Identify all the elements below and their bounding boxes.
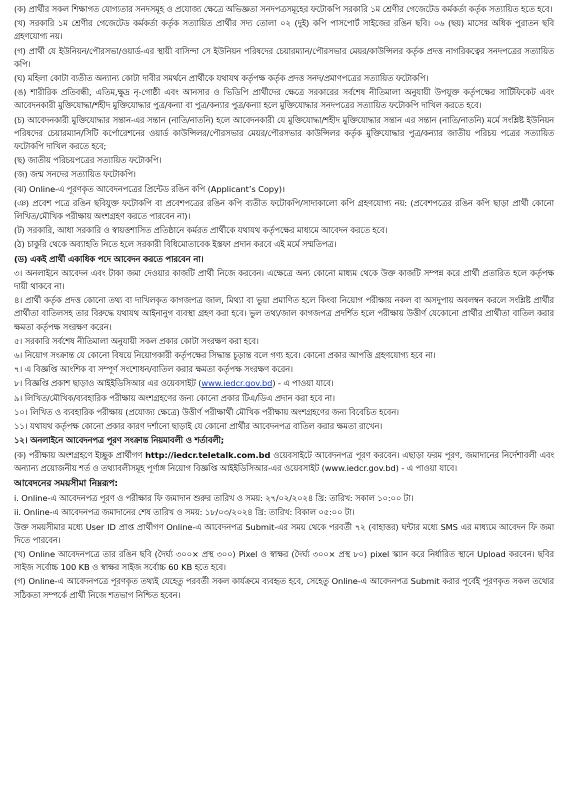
list-item: (ঙ) শারীরিক প্রতিবন্ধী, এতিম,ক্ষুদ্র নৃ-গোষ্ঠী এবং আনসার ও ভিডিপি প্রার্থীদের ক্ষেত্রে সরকারের সর্বশেষ নীতিমালা অনুযায়ী উপযুক্ত কর্তৃপক্ষের সার্টিফিকেট এবং আবেদনকারী মুক্তিযোদ্ধা/শহীদ মুক্তিযোদ্ধার পুত্র/কন্যা বা পুত্র/কন্যার পুত্র/কন্যা হলে মুক্তিযোদ্ধার সনদপত্রের সত্যায়িত ফটোকপি দাখিল করতে হবে। [14,87,554,111]
item8-pre: ৮। বিজ্ঞপ্তি প্রকাশ ছাড়াও আইইডিসিআর এর ওয়েবসাইট ( [14,378,202,389]
list-item: (ক) প্রার্থীর সকল শিক্ষাগত যোগ্যতার সনদসমূহ ও প্রযোজ্য ক্ষেত্রে অভিজ্ঞতা সনদপত্রসমূহের ফটোকপি সরকারি ১ম শ্রেণীর গেজেটেড কর্মকর্তা কর্তৃক সত্যায়িত হতে হবে। [14,4,553,14]
condition-item: ৭। এ বিজ্ঞপ্তি আংশিক বা সম্পূর্ণ সংশোধন/বাতিল করার ক্ষমতা কর্তৃপক্ষ সংরক্ষণ করেন। [14,364,293,375]
iedcr-website-link[interactable]: www.iedcr.gov.bd [201,378,273,389]
single-post-notice: (ড) একই প্রার্থী একাধিক পদে আবেদন করতে পারবেন না। [14,253,204,264]
schedule-item: i. Online-এ আবেদনপত্র পূরণ ও পরীক্ষার ফি জমাদান শুরুর তারিখ ও সময়: ২৭/০২/২০২৪ খ্রি: তারিখ: সকাল ১০:০০ টা। [14,493,414,504]
online-application-instructions [14,449,554,475]
schedule-title: আবেদনের সময়সীমা নিম্নরূপ: [14,478,118,489]
list-item: (গ) প্রার্থী যে ইউনিয়ন/পৌরসভা/ওয়ার্ড-এর স্থায়ী বাসিন্দা সে ইউনিয়ন পরিষদের চেয়ারম্যান/পৌরসভার মেয়র/কাউন্সিলর কর্তৃক প্রদত্ত নাগরিকত্বের সনদপত্রের সত্যায়িত কপি। [14,45,554,69]
condition-item: ৯। লিখিত/মৌখিক/ব্যবহারিক পরীক্ষায় অংশগ্রহণের জন্য কোনো প্রকার টিএ/ডিএ প্রদান করা হবে না। [14,392,335,403]
teletalk-link[interactable]: http://iedcr.teletalk.com.bd [145,449,271,460]
item8-post: ) - এ পাওয়া যাবে। [272,378,334,389]
upload-instructions: (খ) Online আবেদনপত্রে তার রঙিন ছবি (দৈর্ঘ্য ৩০০× প্রস্থ ৩০০) Pixel ও স্বাক্ষর (দৈর্ঘ্য ৩০০× প্রস্থ ৮০) pixel স্ক্যান করে নির্ধারিত স্থানে Upload করবেন। ছবির সাইজ সর্বোচ্চ 100 KB ও স্বাক্ষর সাইজ সর্বোচ্চ 60 KB হতে হবে। [14,548,554,573]
condition-item: ১১। যথাযথ কর্তৃপক্ষ কোনো প্রকার কারণ দর্শানো ছাড়াই যে কোনো প্রার্থীর আবেদনপত্র বাতিল করার ক্ষমতা রাখেন। [14,421,383,432]
list-item: (খ) সরকারি ১ম শ্রেণীর গেজেটেড কর্মকর্তা কর্তৃক সত্যায়িত প্রার্থীর সদ্য তোলা ০২ (দুই) কপি পাসপোর্ট সাইজের রঙিন ছবি। ০৬ (ছয়) মাসের অধিক পুরাতন ছবি গ্রহণযোগ্য নয়। [14,18,554,42]
list-item: (ঠ) চাকুরি থেকে অব্যাহতি নিতে হলে সরকারী বিধিমোতাবেক ইস্তফা প্রদান করবে এই মর্মে সম্মতিপত্র। [14,239,337,250]
numbered-conditions [14,267,554,433]
list-item: (ঞ) প্রবেশ পত্রে রঙিন ছবিযুক্ত ফটোকপি বা প্রবেশপত্রের রঙিন কপি ব্যতীত ফটোকপি/সাদাকালো কপি গ্রহণযোগ্য নয়: (প্রবেশপত্রের রঙিন কপি ছাড়া প্রার্থী কোনো লিখিত/মৌখিক পরীক্ষায় অংশগ্রহণ করতে পারবেন না)। [14,197,554,222]
condition-item: ৬। নিয়োগ সংক্রান্ত যে কোনো বিষয়ে নিয়োগকারী কর্তৃপক্ষের সিদ্ধান্ত চূড়ান্ত বলে গণ্য হবে। কোনো প্রকার আপত্তি গ্রহণযোগ্য হবে না। [14,350,436,361]
list-item: (ঝ) Online-এ পূরণকৃত আবেদনপত্রের প্রিন্টেড রঙিন কপি (Applicant’s Copy)। [14,183,285,194]
schedule-note: উক্ত সময়সীমার মধ্যে User ID প্রাপ্ত প্রার্থীগণ Online-এ আবেদনপত্র Submit-এর সময় থেকে পরবর্তী ৭২ (বাহাত্তর) ঘন্টার মধ্যে SMS এর মাধ্যমে আবেদন ফি জমা দিতে পারবেন। [14,521,554,545]
item12k-pre: (ক) পরীক্ষায় অংশগ্রহণে ইচ্ছুক প্রার্থীগণ [14,449,146,460]
condition-item-website [14,377,554,390]
schedule-item: ii. Online-এ আবেদনপত্র জমাদানের শেষ তারিখ ও সময়: ১৮/০৩/২০২৪ খ্রি: তারিখ: বিকাল ০৫:০০ টা। [14,507,355,518]
list-item: (জ) জন্ম সনদের সত্যায়িত ফটোকপি। [14,169,136,180]
condition-item: ১০। লিখিত ও ব্যবহারিক পরীক্ষায় (প্রযোজ্য ক্ষেত্রে) উত্তীর্ণ পরীক্ষার্থী মৌখিক পরীক্ষায় অংশগ্রহণের জন্য বিবেচিত হবেন। [14,406,399,417]
list-item: (ট) সরকারি, আধা সরকারি ও স্বায়ত্তশাসিত প্রতিষ্ঠানে কর্মরত প্রার্থীকে যথাযথ কর্তৃপক্ষের মাধ্যমে আবেদন করতে হবে। [14,225,388,236]
item12k-post: ওয়েবসাইটে আবেদনপত্র পূরণ করবেন। এছাড়া ফরম পূরণ, জমাদানের নির্দেশাবলী এবং অন্যান্য প্রয়োজনীয় শর্ত ও তথ্যাবলীসমূহ পূর্ণাঙ্গ নিয়োগ বিজ্ঞপ্তি আইইডিসিআর-এর ওয়েবসাইট (www.iedcr.gov.bd) - এ পাওয়া যাবে। [14,449,554,473]
condition-item: ৩। অনলাইনে আবেদন এবং টাকা জমা দেওয়ার কাজটি প্রার্থী নিজে করবেন। এক্ষেত্রে অন্য কোনো মাধ্যম থেকে উক্ত কাজটি সম্পন্ন করে প্রার্থী প্রতারিত হলে কর্তৃপক্ষ দায়ী থাকবে না। [14,267,554,292]
verification-instructions: (গ) Online-এ আবেদনপত্রে পূরণকৃত তথ্যই যেহেতু পরবর্তী সকল কার্যক্রমে ব্যবহৃত হবে, সেহেতু Online-এ আবেদনপত্র Submit করার পূর্বেই পূরণকৃত সকল তথ্যের সঠিকতা সম্পর্কে প্রার্থী নিজে শতভাগ নিশ্চিত হবেন। [14,576,554,600]
requirements-list [14,3,554,266]
condition-item: ৪। প্রার্থী কর্তৃক প্রদত্ত কোনো তথ্য বা দাখিলকৃত কাগজপত্র জাল, মিথ্যা বা ভুয়া প্রমাণিত হলে কিংবা নিয়োগ পরীক্ষায় নকল বা অসদুপায় অবলম্বন করলে সংশ্লিষ্ট প্রার্থীর প্রার্থীতা বাতিলসহ তার বিরুদ্ধে যথাযথ আইনানুগ ব্যবস্থা গ্রহণ করা হবে। ভুল তথ্য/জাল কাগজপত্র প্রদর্শিত হলে পরীক্ষায় উত্তীর্ণ যেকোনো প্রার্থীর প্রার্থীতা বাতিল করার ক্ষমতা কর্তৃপক্ষ সংরক্ষণ করেন। [14,295,554,332]
list-item: (চ) আবেদনকারী মুক্তিযোদ্ধার সন্তান-এর সন্তান (নাতি/নাতনি) হলে আবেদনকারী যে মুক্তিযোদ্ধা/শহীদ মুক্তিযোদ্ধার সন্তান এর সন্তান (নাতি/নাতনি) মর্মে সংশ্লিষ্ট ইউনিয়ন পরিষদের চেয়ারম্যান/সিটি কর্পোরেশনের ওয়ার্ড কাউন্সিলর/পৌরসভার মেয়র/পৌরসভার কাউন্সিলর কর্তৃক মুক্তিযোদ্ধার পুত্র/কন্যার জাতীয় পরিচয় পত্রের সত্যায়িত ফটোকপি দাখিল করতে হবে; [14,114,554,152]
section-12-title: ১২। অনলাইনে আবেদনপত্র পূরণ সংক্রান্ত নিয়মাবলী ও শর্তাবলী; [14,435,225,446]
condition-item: ৫। সরকারি সর্বশেষ নীতিমালা অনুযায়ী সকল প্রকার কোটা সংরক্ষণ করা হবে। [14,335,259,346]
list-item: (ঘ) মহিলা কোটা ব্যতীত অন্যান্য কোটা দাবীর সমর্থনে প্রার্থীকে যথাযথ কর্তৃপক্ষ কর্তৃক প্রদত্ত সনদ/প্রমাণপত্রের সত্যায়িত ফটোকপি। [14,73,429,84]
list-item: (ছ) জাতীয় পরিচয়পত্রের সত্যায়িত ফটোকপি। [14,155,162,166]
